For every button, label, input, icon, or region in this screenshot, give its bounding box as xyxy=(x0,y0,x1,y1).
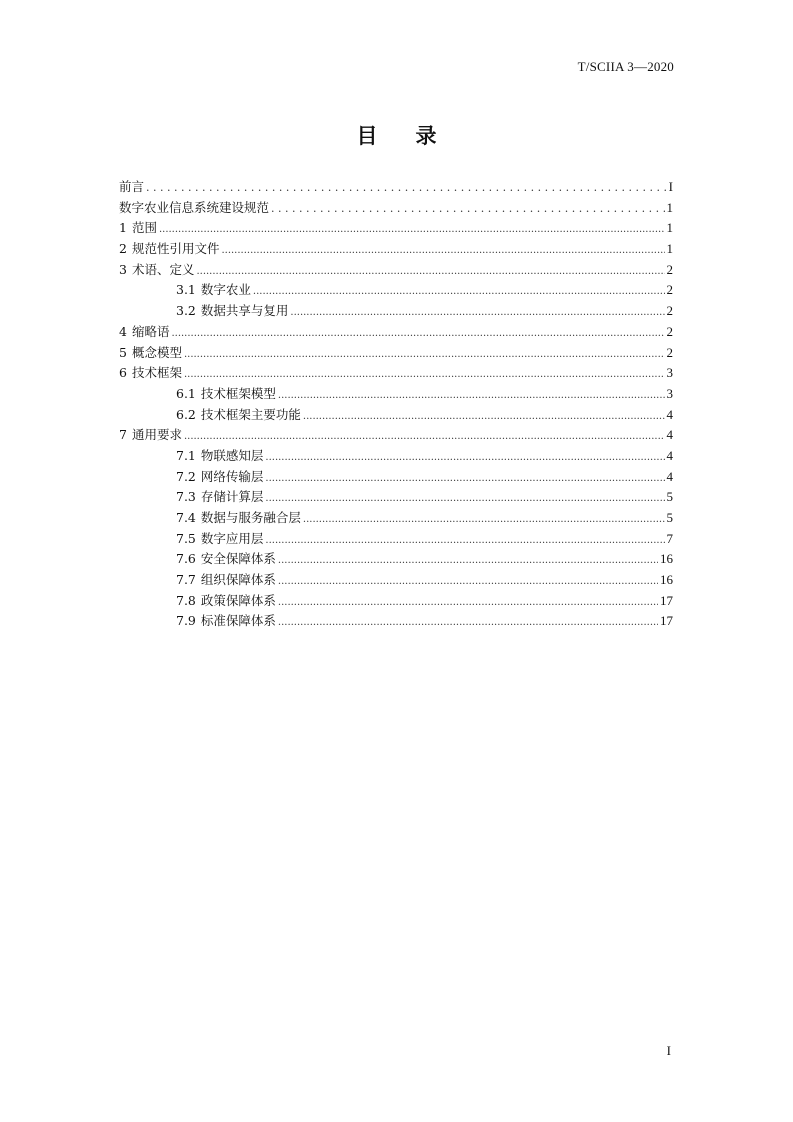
toc-entry-label: 前言 xyxy=(119,179,145,194)
toc-dot-leader xyxy=(265,489,664,504)
toc-entry[interactable] xyxy=(119,611,673,632)
toc-entry-number: 7 xyxy=(119,427,127,443)
toc-entry-number: 3.2 xyxy=(176,303,196,319)
toc-entry[interactable] xyxy=(119,177,673,198)
toc-title: 目录 xyxy=(356,123,475,148)
toc-dot-leader xyxy=(278,613,658,628)
toc-entry-label: 数据与服务融合层 xyxy=(200,510,301,525)
toc-entry-number: 7.9 xyxy=(176,613,196,629)
document-code: T/SCIIA 3—2020 xyxy=(577,59,674,74)
toc-entry-label: 技术框架 xyxy=(131,365,182,381)
toc-entry-page: 2 xyxy=(666,261,673,277)
toc-entry-number: 3.1 xyxy=(176,282,196,298)
toc-dot-leader xyxy=(265,469,664,484)
toc-entry[interactable] xyxy=(119,363,673,384)
toc-entry-page: 1 xyxy=(666,199,673,215)
toc-entry[interactable] xyxy=(119,570,673,591)
toc-entry[interactable] xyxy=(119,508,673,529)
toc-dot-leader xyxy=(221,241,664,256)
toc-entry-number: 7.3 xyxy=(176,489,196,505)
toc-dot-leader xyxy=(253,282,665,297)
toc-entry-label: 安全保障体系 xyxy=(200,551,276,567)
toc-entry-number: 7.1 xyxy=(176,447,196,463)
toc-entry[interactable] xyxy=(119,549,673,570)
toc-entry-page: 1 xyxy=(666,220,673,236)
toc-entry-label: 物联感知层 xyxy=(200,447,264,463)
toc-entry[interactable] xyxy=(119,198,673,219)
toc-entry-page: 17 xyxy=(660,592,673,608)
toc-entry-number: 2 xyxy=(119,241,127,257)
toc-dot-leader xyxy=(290,303,664,318)
toc-entry-page: I xyxy=(668,179,673,194)
toc-entry[interactable] xyxy=(119,425,673,446)
toc-dot-leader xyxy=(171,324,664,339)
toc-entry-number: 7.2 xyxy=(176,468,196,484)
toc-entry-number: 6 xyxy=(119,365,127,381)
toc-dot-leader xyxy=(271,200,664,215)
toc-entry-page: 2 xyxy=(666,323,673,339)
toc-entry-page: 7 xyxy=(666,530,673,546)
toc-entry-page: 2 xyxy=(666,303,673,319)
toc-dot-leader xyxy=(278,386,665,401)
toc-dot-leader xyxy=(278,593,658,608)
toc-entry[interactable] xyxy=(119,239,673,260)
toc-entry-label: 概念模型 xyxy=(131,344,182,360)
toc-entry-page: 4 xyxy=(666,447,673,463)
toc-dot-leader xyxy=(184,427,665,442)
toc-dot-leader xyxy=(303,510,665,525)
toc-entry[interactable] xyxy=(119,280,673,301)
toc-entry-number: 7.6 xyxy=(176,551,196,567)
toc-entry-number: 6.1 xyxy=(176,385,196,401)
toc-entry[interactable] xyxy=(119,591,673,612)
table-of-contents xyxy=(119,177,673,632)
toc-entry-label: 范围 xyxy=(131,220,157,236)
toc-entry-label: 数字农业 xyxy=(200,282,251,298)
toc-entry-label: 网络传输层 xyxy=(200,468,264,484)
toc-dot-leader xyxy=(278,572,658,587)
toc-entry-label: 数据共享与复用 xyxy=(200,303,289,319)
toc-entry[interactable] xyxy=(119,529,673,550)
toc-entry[interactable] xyxy=(119,446,673,467)
toc-entry-label: 存储计算层 xyxy=(200,489,264,505)
toc-entry-label: 标准保障体系 xyxy=(200,613,276,629)
toc-entry-page: 4 xyxy=(666,468,673,484)
toc-entry-label: 规范性引用文件 xyxy=(131,241,220,257)
toc-entry-number: 7.7 xyxy=(176,572,196,588)
toc-entry-number: 1 xyxy=(119,220,127,236)
toc-dot-leader xyxy=(184,365,665,380)
toc-entry-page: 17 xyxy=(660,613,673,629)
toc-dot-leader xyxy=(159,220,665,235)
toc-entry-label: 术语、定义 xyxy=(131,261,195,277)
toc-entry-number: 5 xyxy=(119,344,127,360)
toc-entry-label: 政策保障体系 xyxy=(200,592,276,608)
toc-entry-page: 3 xyxy=(666,385,673,401)
toc-entry-number: 7.5 xyxy=(176,530,196,546)
toc-entry-label: 组织保障体系 xyxy=(200,572,276,588)
toc-entry-page: 4 xyxy=(666,406,673,422)
toc-entry-page: 2 xyxy=(666,344,673,360)
toc-entry-number: 7.8 xyxy=(176,592,196,608)
toc-entry-label: 技术框架模型 xyxy=(200,385,276,401)
toc-dot-leader xyxy=(146,179,667,194)
page-number: I xyxy=(666,1043,671,1058)
toc-entry-number: 3 xyxy=(119,261,127,277)
toc-dot-leader xyxy=(196,262,664,277)
toc-dot-leader xyxy=(265,448,664,463)
toc-entry-label: 通用要求 xyxy=(131,427,182,443)
toc-entry[interactable] xyxy=(119,322,673,343)
toc-dot-leader xyxy=(303,407,665,422)
toc-entry-page: 5 xyxy=(666,489,673,505)
toc-entry-page: 2 xyxy=(666,282,673,298)
toc-entry-page: 1 xyxy=(666,241,673,257)
toc-entry[interactable] xyxy=(119,343,673,364)
toc-entry[interactable] xyxy=(119,301,673,322)
toc-entry-label: 技术框架主要功能 xyxy=(200,406,301,422)
toc-entry[interactable] xyxy=(119,384,673,405)
toc-entry[interactable] xyxy=(119,218,673,239)
toc-entry[interactable] xyxy=(119,405,673,426)
toc-entry-page: 4 xyxy=(666,427,673,443)
toc-entry-label: 数字应用层 xyxy=(200,530,264,546)
toc-dot-leader xyxy=(184,345,665,360)
toc-entry[interactable] xyxy=(119,487,673,508)
toc-entry-page: 16 xyxy=(660,572,673,588)
toc-entry-number: 4 xyxy=(119,323,127,339)
toc-entry-number: 7.4 xyxy=(176,510,196,525)
toc-entry-page: 5 xyxy=(666,510,673,525)
toc-entry[interactable] xyxy=(119,260,673,281)
toc-entry-label: 缩略语 xyxy=(131,323,170,339)
toc-entry-page: 16 xyxy=(660,551,673,567)
toc-dot-leader xyxy=(278,551,658,566)
toc-entry[interactable] xyxy=(119,467,673,488)
toc-dot-leader xyxy=(265,531,664,546)
toc-entry-label: 数字农业信息系统建设规范 xyxy=(119,199,270,215)
toc-entry-page: 3 xyxy=(666,365,673,381)
toc-entry-number: 6.2 xyxy=(176,406,196,422)
